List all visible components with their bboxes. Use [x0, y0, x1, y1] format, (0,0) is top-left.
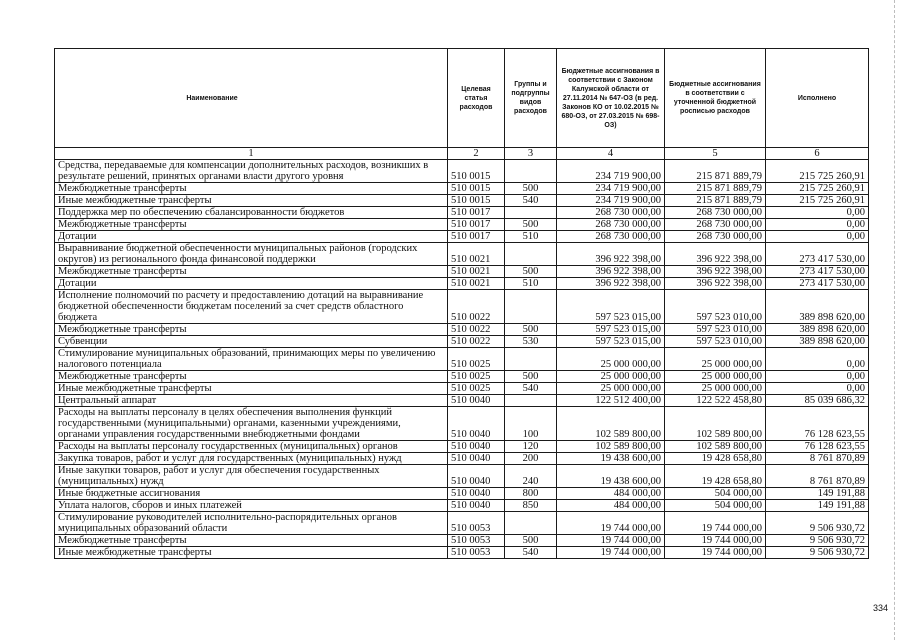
table-row: [55, 395, 869, 407]
row-name: Иные закупки товаров, работ и услуг для обеспечения государственных (муниципальных) нужд: [55, 465, 448, 488]
table-row: [55, 278, 869, 290]
row-executed: 389 898 620,00: [766, 336, 869, 348]
row-name: Дотации: [55, 231, 448, 243]
row-name: Межбюджетные трансферты: [55, 266, 448, 278]
row-group: 800: [505, 488, 557, 500]
row-name: Субвенции: [55, 336, 448, 348]
row-executed: 9 506 930,72: [766, 547, 869, 559]
row-alloc2: 396 922 398,00: [665, 278, 766, 290]
table-row: [55, 407, 869, 441]
row-executed: 0,00: [766, 231, 869, 243]
row-group: 500: [505, 266, 557, 278]
row-alloc1: 268 730 000,00: [557, 219, 665, 231]
row-name: Иные межбюджетные трансферты: [55, 195, 448, 207]
column-number: 3: [505, 148, 557, 160]
row-group: [505, 243, 557, 266]
column-number: 4: [557, 148, 665, 160]
row-executed: 273 417 530,00: [766, 243, 869, 266]
row-alloc1: 19 438 600,00: [557, 465, 665, 488]
row-executed: 85 039 686,32: [766, 395, 869, 407]
column-number: 5: [665, 148, 766, 160]
table-row: [55, 195, 869, 207]
row-group: 500: [505, 219, 557, 231]
table-row: [55, 488, 869, 500]
row-alloc2: 215 871 889,79: [665, 195, 766, 207]
row-alloc2: 396 922 398,00: [665, 266, 766, 278]
table-row: [55, 266, 869, 278]
row-executed: 9 506 930,72: [766, 535, 869, 547]
row-target: 510 0022: [448, 324, 505, 336]
row-target: 510 0040: [448, 453, 505, 465]
row-alloc1: 19 744 000,00: [557, 547, 665, 559]
row-alloc1: 234 719 900,00: [557, 195, 665, 207]
column-number: 2: [448, 148, 505, 160]
row-target: 510 0040: [448, 441, 505, 453]
row-alloc1: 484 000,00: [557, 500, 665, 512]
page-number: 334: [873, 603, 889, 613]
table-row: [55, 290, 869, 324]
row-target: 510 0022: [448, 290, 505, 324]
table-row: [55, 512, 869, 535]
row-alloc2: 19 428 658,80: [665, 465, 766, 488]
row-executed: 0,00: [766, 383, 869, 395]
table-row: [55, 383, 869, 395]
row-alloc1: 25 000 000,00: [557, 371, 665, 383]
table-row: [55, 324, 869, 336]
row-executed: 215 725 260,91: [766, 195, 869, 207]
row-alloc2: 268 730 000,00: [665, 207, 766, 219]
table-row: [55, 183, 869, 195]
row-group: [505, 290, 557, 324]
row-alloc1: 597 523 015,00: [557, 324, 665, 336]
row-group: [505, 160, 557, 183]
row-target: 510 0053: [448, 547, 505, 559]
row-group: 240: [505, 465, 557, 488]
row-group: 540: [505, 383, 557, 395]
row-alloc2: 19 428 658,80: [665, 453, 766, 465]
column-number-row: [55, 148, 869, 160]
row-target: 510 0022: [448, 336, 505, 348]
row-group: 200: [505, 453, 557, 465]
table-row: [55, 441, 869, 453]
row-name: Дотации: [55, 278, 448, 290]
row-group: [505, 395, 557, 407]
row-alloc2: 504 000,00: [665, 488, 766, 500]
row-alloc2: 19 744 000,00: [665, 547, 766, 559]
row-name: Расходы на выплаты персоналу в целях обеспечения выполнения функций государственными (муниципальными) органами, казенными учреждениями, органами управления государственными внебюджетными фондами: [55, 407, 448, 441]
table-row: [55, 535, 869, 547]
table-row: [55, 219, 869, 231]
header-alloc2: Бюджетные ассигнования в соответствии с уточненной бюджетной росписью расходов: [665, 49, 766, 148]
row-executed: 389 898 620,00: [766, 324, 869, 336]
row-name: Закупка товаров, работ и услуг для государственных (муниципальных) нужд: [55, 453, 448, 465]
row-target: 510 0025: [448, 371, 505, 383]
row-alloc2: 597 523 010,00: [665, 324, 766, 336]
row-executed: 8 761 870,89: [766, 453, 869, 465]
row-name: Уплата налогов, сборов и иных платежей: [55, 500, 448, 512]
row-alloc2: 102 589 800,00: [665, 441, 766, 453]
row-alloc2: 268 730 000,00: [665, 231, 766, 243]
header-alloc1: Бюджетные ассигнования в соответствии с Законом Калужской области от 27.11.2014 № 647-ОЗ (в ред. Законов КО от 10.02.2015 № 680-ОЗ, от 27.03.2015 № 698-ОЗ): [557, 49, 665, 148]
header-target: Целевая статья расходов: [448, 49, 505, 148]
row-executed: 76 128 623,55: [766, 407, 869, 441]
table-row: [55, 207, 869, 219]
row-group: 850: [505, 500, 557, 512]
row-group: 500: [505, 535, 557, 547]
table-row: [55, 371, 869, 383]
row-target: 510 0025: [448, 348, 505, 371]
row-target: 510 0025: [448, 383, 505, 395]
row-name: Межбюджетные трансферты: [55, 183, 448, 195]
row-executed: 149 191,88: [766, 500, 869, 512]
row-target: 510 0040: [448, 500, 505, 512]
row-group: 500: [505, 183, 557, 195]
row-alloc1: 25 000 000,00: [557, 383, 665, 395]
table-row: [55, 547, 869, 559]
row-group: 510: [505, 231, 557, 243]
row-alloc2: 215 871 889,79: [665, 183, 766, 195]
row-target: 510 0053: [448, 512, 505, 535]
row-alloc1: 102 589 800,00: [557, 441, 665, 453]
row-target: 510 0015: [448, 160, 505, 183]
row-alloc1: 597 523 015,00: [557, 290, 665, 324]
row-target: 510 0015: [448, 183, 505, 195]
row-target: 510 0040: [448, 465, 505, 488]
row-group: 500: [505, 324, 557, 336]
row-executed: 0,00: [766, 371, 869, 383]
row-name: Центральный аппарат: [55, 395, 448, 407]
row-executed: 215 725 260,91: [766, 183, 869, 195]
row-target: 510 0017: [448, 231, 505, 243]
row-alloc1: 122 512 400,00: [557, 395, 665, 407]
table-row: [55, 500, 869, 512]
row-alloc2: 122 522 458,80: [665, 395, 766, 407]
row-target: 510 0021: [448, 278, 505, 290]
row-name: Исполнение полномочий по расчету и предоставлению дотаций на выравнивание бюджетной обеспеченности бюджетам поселений за счет средств областного бюджета: [55, 290, 448, 324]
row-group: 120: [505, 441, 557, 453]
row-alloc1: 396 922 398,00: [557, 266, 665, 278]
row-group: 500: [505, 371, 557, 383]
header-name: Наименование: [55, 49, 448, 148]
row-name: Расходы на выплаты персоналу государственных (муниципальных) органов: [55, 441, 448, 453]
row-target: 510 0015: [448, 195, 505, 207]
row-alloc1: 25 000 000,00: [557, 348, 665, 371]
table-row: [55, 243, 869, 266]
row-executed: 389 898 620,00: [766, 290, 869, 324]
row-name: Поддержка мер по обеспечению сбалансированности бюджетов: [55, 207, 448, 219]
row-target: 510 0021: [448, 243, 505, 266]
row-group: 510: [505, 278, 557, 290]
row-alloc2: 215 871 889,79: [665, 160, 766, 183]
row-alloc1: 396 922 398,00: [557, 278, 665, 290]
row-group: 540: [505, 547, 557, 559]
row-name: Стимулирование муниципальных образований, принимающих меры по увеличению налогового потенциала: [55, 348, 448, 371]
row-executed: 273 417 530,00: [766, 266, 869, 278]
row-alloc1: 102 589 800,00: [557, 407, 665, 441]
row-alloc1: 19 438 600,00: [557, 453, 665, 465]
row-name: Иные межбюджетные трансферты: [55, 547, 448, 559]
row-name: Выравнивание бюджетной обеспеченности муниципальных районов (городских округов) из регионального фонда финансовой поддержки: [55, 243, 448, 266]
row-alloc1: 234 719 900,00: [557, 160, 665, 183]
row-alloc1: 268 730 000,00: [557, 231, 665, 243]
row-alloc1: 268 730 000,00: [557, 207, 665, 219]
page-edge-line: [894, 0, 895, 640]
row-alloc1: 396 922 398,00: [557, 243, 665, 266]
table-row: [55, 465, 869, 488]
row-name: Межбюджетные трансферты: [55, 219, 448, 231]
table-row: [55, 348, 869, 371]
header-executed: Исполнено: [766, 49, 869, 148]
row-alloc2: 25 000 000,00: [665, 371, 766, 383]
row-executed: 0,00: [766, 219, 869, 231]
row-executed: 0,00: [766, 207, 869, 219]
row-target: 510 0021: [448, 266, 505, 278]
row-executed: 8 761 870,89: [766, 465, 869, 488]
row-name: Межбюджетные трансферты: [55, 324, 448, 336]
row-name: Межбюджетные трансферты: [55, 371, 448, 383]
row-name: Иные межбюджетные трансферты: [55, 383, 448, 395]
row-target: 510 0040: [448, 407, 505, 441]
row-alloc1: 234 719 900,00: [557, 183, 665, 195]
table-row: [55, 336, 869, 348]
row-alloc2: 19 744 000,00: [665, 512, 766, 535]
row-alloc1: 19 744 000,00: [557, 512, 665, 535]
row-alloc2: 597 523 010,00: [665, 290, 766, 324]
header-group: Группы и подгруппы видов расходов: [505, 49, 557, 148]
row-name: Иные бюджетные ассигнования: [55, 488, 448, 500]
row-group: 540: [505, 195, 557, 207]
row-alloc2: 268 730 000,00: [665, 219, 766, 231]
row-name: Стимулирование руководителей исполнительно-распорядительных органов муниципальных образований области: [55, 512, 448, 535]
row-alloc2: 25 000 000,00: [665, 383, 766, 395]
row-target: 510 0040: [448, 488, 505, 500]
row-alloc2: 597 523 010,00: [665, 336, 766, 348]
row-alloc2: 25 000 000,00: [665, 348, 766, 371]
row-target: 510 0017: [448, 219, 505, 231]
table-row: [55, 160, 869, 183]
row-group: [505, 207, 557, 219]
table-row: [55, 231, 869, 243]
row-name: Межбюджетные трансферты: [55, 535, 448, 547]
row-target: 510 0053: [448, 535, 505, 547]
row-alloc2: 19 744 000,00: [665, 535, 766, 547]
row-group: 530: [505, 336, 557, 348]
row-name: Средства, передаваемые для компенсации дополнительных расходов, возникших в результате решений, принятых органами власти другого уровня: [55, 160, 448, 183]
header-row: [55, 49, 869, 148]
row-group: 100: [505, 407, 557, 441]
row-alloc2: 396 922 398,00: [665, 243, 766, 266]
row-executed: 149 191,88: [766, 488, 869, 500]
row-alloc1: 597 523 015,00: [557, 336, 665, 348]
row-group: [505, 512, 557, 535]
row-alloc1: 19 744 000,00: [557, 535, 665, 547]
row-executed: 215 725 260,91: [766, 160, 869, 183]
table-row: [55, 453, 869, 465]
row-target: 510 0040: [448, 395, 505, 407]
row-alloc1: 484 000,00: [557, 488, 665, 500]
row-executed: 76 128 623,55: [766, 441, 869, 453]
budget-table: [54, 48, 869, 559]
row-alloc2: 504 000,00: [665, 500, 766, 512]
row-executed: 0,00: [766, 348, 869, 371]
column-number: 6: [766, 148, 869, 160]
column-number: 1: [55, 148, 448, 160]
row-group: [505, 348, 557, 371]
row-executed: 273 417 530,00: [766, 278, 869, 290]
row-target: 510 0017: [448, 207, 505, 219]
row-alloc2: 102 589 800,00: [665, 407, 766, 441]
row-executed: 9 506 930,72: [766, 512, 869, 535]
